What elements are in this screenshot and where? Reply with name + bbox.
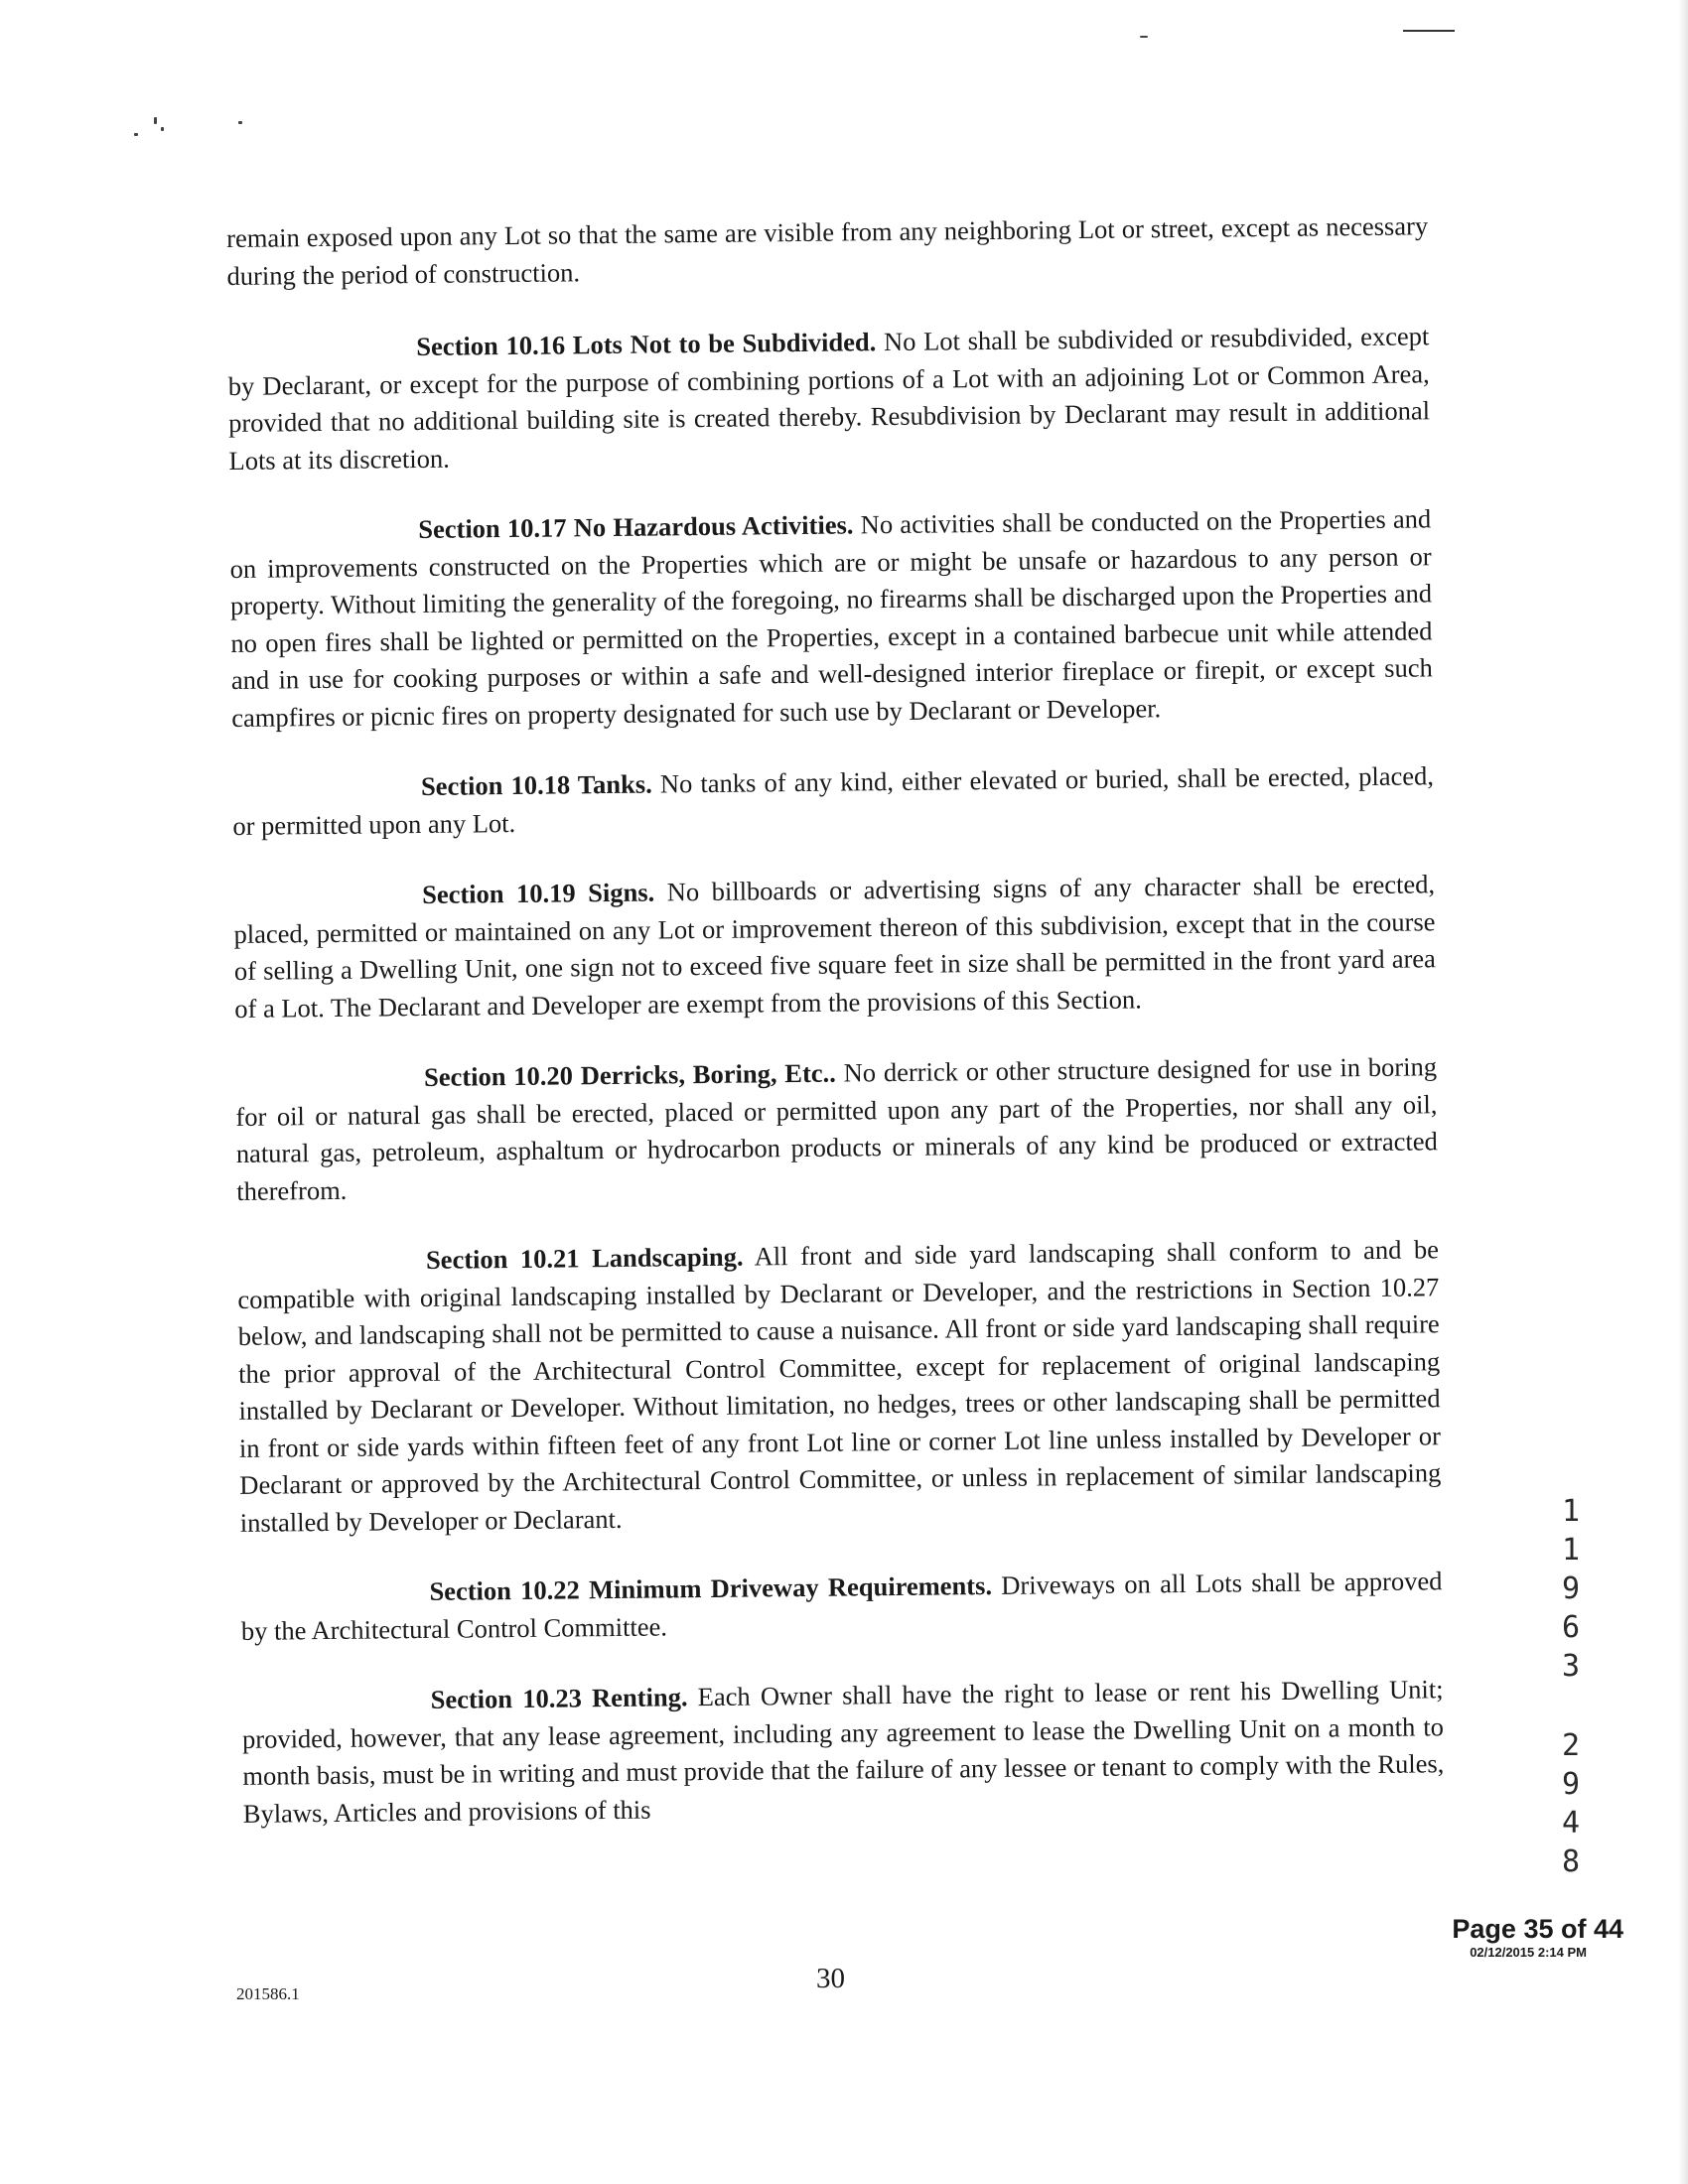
page-stamp	[1365, 1913, 1623, 1961]
section-text: No activities shall be conducted on the Properties and on improvements constructed on the Properties which are or might be unsafe or hazardous to any person or property. Without limiting the generality of the foregoing, no firearms shall be discharged upon the Properties and no open fires shall be lighted or permitted on the Properties, except in a contained barbecue unit while attended and in use for cooking purposes or within a safe and well-designed interior fireplace or firepit, or except such campfires or picnic fires on property designated for such use by Declarant or Developer.	[229, 503, 1433, 733]
recording-digit: 2	[1561, 1728, 1581, 1763]
section-heading: Section 10.16 Lots Not to be Subdivided.	[416, 327, 877, 362]
recording-digit: 9	[1561, 1571, 1581, 1606]
section-10-21	[237, 1231, 1442, 1542]
document-body	[226, 207, 1445, 1866]
section-text: All front and side yard landscaping shall conform to and be compatible with original landscaping installed by Declarant or Developer, and the restrictions in Section 10.27 below, and landscaping shall not be permitted to cause a nuisance. All front or side yard landscaping shall require the prior approval of the Architectural Control Committee, except for replacement of original landscaping installed by Declarant or Developer. Without limitation, no hedges, trees or other landscaping shall be permitted in front or side yards within fifteen feet of any front Lot line or corner Lot line unless installed by Developer or Declarant or approved by the Architectural Control Committee, or unless in replacement of similar landscaping installed by Developer or Declarant.	[237, 1234, 1442, 1538]
section-10-20	[235, 1048, 1439, 1210]
section-heading: Section 10.17 No Hazardous Activities.	[418, 509, 854, 544]
section-text: Each Owner shall have the right to lease or rent his Dwelling Unit; provided, however, that any lease agreement, including any agreement to lease the Dwelling Unit on a month to month basis, must be in writing and must provide that the failure of any lessee or tenant to comply with the Rules, Bylaws, Articles and provisions of this	[241, 1674, 1445, 1829]
scan-speck	[161, 127, 164, 131]
recording-digit: 8	[1561, 1844, 1581, 1879]
scan-speck	[238, 121, 242, 124]
section-10-18	[232, 757, 1435, 845]
section-heading: Section 10.21 Landscaping.	[425, 1241, 744, 1275]
section-10-17	[229, 500, 1433, 737]
recording-digit: 1	[1561, 1533, 1581, 1568]
section-heading: Section 10.20 Derricks, Boring, Etc..	[423, 1057, 836, 1092]
scan-speck	[154, 117, 157, 124]
page-count-label: Page 35 of 44	[1452, 1914, 1623, 1944]
document-id: 201586.1	[236, 1984, 300, 2003]
recording-digit: 6	[1561, 1610, 1581, 1645]
section-heading: Section 10.19 Signs.	[421, 877, 655, 909]
section-10-16	[227, 318, 1431, 479]
scan-speck	[134, 133, 138, 136]
recording-digit: 1	[1561, 1494, 1581, 1529]
recording-digit: 9	[1561, 1767, 1581, 1802]
scan-edge-shadow	[1678, 0, 1688, 2184]
section-heading: Section 10.23 Renting.	[430, 1682, 688, 1714]
section-10-22	[240, 1563, 1443, 1650]
section-text: No derrick or other structure designed for use in boring for oil or natural gas shall be erected, placed or permitted upon any part of the Properties, nor shall any oil, natural gas, petroleum, asphaltum or hydrocarbon products or minerals of any kind be produced or extracted therefrom.	[235, 1051, 1438, 1206]
recording-digit: 3	[1561, 1649, 1581, 1684]
section-text: No billboards or advertising signs of any character shall be erected, placed, permitted or maintained on any Lot or improvement thereon of this subdivision, except that in the course of selling a Dwelling Unit, one sign not to exceed five square feet in size shall be permitted in the front yard area of a Lot. The Declarant and Developer are exempt from the provisions of this Section.	[233, 869, 1437, 1024]
section-heading: Section 10.22 Minimum Driveway Requirements.	[429, 1570, 993, 1606]
section-text: Driveways on all Lots shall be approved by the Architectural Control Committee.	[240, 1566, 1443, 1646]
scan-speck	[1140, 36, 1148, 38]
continuation-paragraph: remain exposed upon any Lot so that the same are visible from any neighboring Lot or street, except as necessary during the period of construction.	[226, 210, 1429, 291]
recording-number	[1556, 1492, 1586, 1881]
section-text: No Lot shall be subdivided or resubdivided, except by Declarant, or except for the purpose of combining portions of a Lot with an adjoining Lot or Common Area, provided that no additional building site is created thereby. Resubdivision by Declarant may result in additional Lots at its discretion.	[227, 321, 1431, 476]
section-text: No tanks of any kind, either elevated or buried, shall be erected, placed, or permitted upon any Lot.	[232, 760, 1435, 841]
recording-gap	[1556, 1686, 1586, 1726]
page-number: 30	[816, 1963, 845, 1994]
recording-digit: 4	[1561, 1806, 1581, 1841]
top-rule-mark	[1403, 30, 1455, 32]
stamp-timestamp: 02/12/2015 2:14 PM	[1470, 1945, 1587, 1960]
section-10-19	[233, 866, 1437, 1027]
section-heading: Section 10.18 Tanks.	[420, 768, 652, 801]
section-10-23	[241, 1671, 1445, 1833]
